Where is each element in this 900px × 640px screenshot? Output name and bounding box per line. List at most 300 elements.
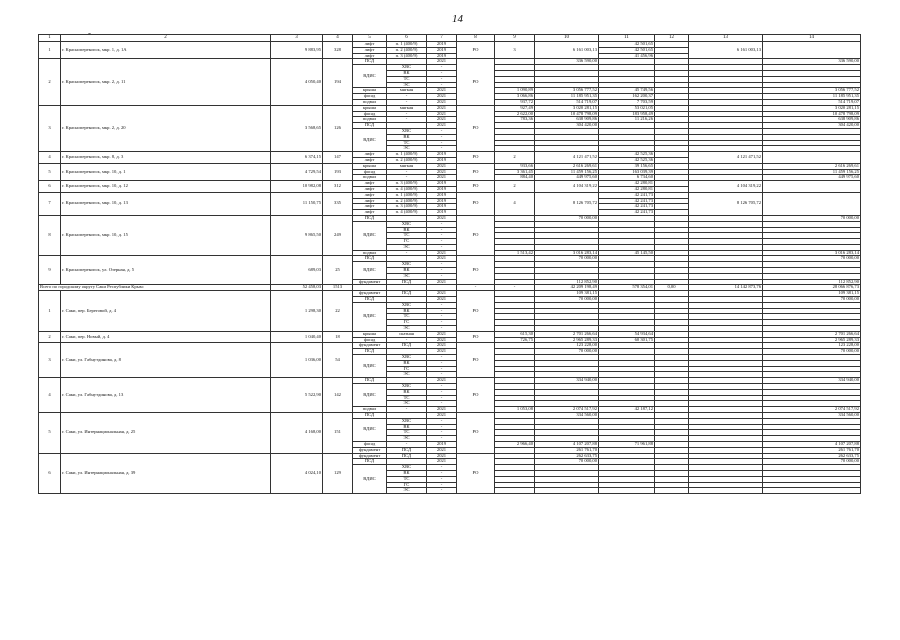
- year-cell: -: [427, 424, 457, 430]
- quantity-cell: 3: [495, 42, 535, 59]
- quantity-cell: [495, 488, 535, 494]
- year-cell: -: [427, 488, 457, 494]
- column-header: 1: [39, 35, 61, 42]
- unit-cost-cell: 42 241,73: [599, 204, 655, 210]
- work-detail-cell: ТС: [387, 476, 427, 482]
- residents-cell: 194: [323, 59, 353, 105]
- year-cell: 2021: [427, 175, 457, 181]
- year-cell: 2021: [427, 59, 457, 65]
- year-cell: -: [427, 262, 457, 268]
- column-header: 6: [387, 35, 427, 42]
- finance-cell: РО: [457, 291, 495, 332]
- year-cell: -: [427, 82, 457, 88]
- other-cell: 3 016 283,14: [763, 250, 861, 256]
- year-cell: 2021: [427, 297, 457, 303]
- year-cell: 2021: [427, 413, 457, 419]
- other-cell: 514 719,07: [763, 99, 861, 105]
- year-cell: 2019: [427, 198, 457, 204]
- work-type-cell: ВДИС: [353, 384, 387, 407]
- work-detail-cell: ХВС: [387, 302, 427, 308]
- other-cell: 123 228,00: [763, 343, 861, 349]
- area-cell: 6 374,15: [271, 152, 323, 164]
- other-cell: 449 975,60: [763, 175, 861, 181]
- year-cell: 2021: [427, 99, 457, 105]
- year-cell: -: [427, 360, 457, 366]
- work-type-cell: лифт: [353, 47, 387, 53]
- quantity-cell: 1 090,89: [495, 88, 535, 94]
- work-detail-cell: ВК: [387, 134, 427, 140]
- quantity-cell: 783,36: [495, 117, 535, 123]
- year-cell: -: [427, 134, 457, 140]
- quantity-cell: 937,72: [495, 99, 535, 105]
- cost-cell: 449 975,60: [535, 175, 599, 181]
- year-cell: 2021: [427, 117, 457, 123]
- cost-cell: 3 016 283,14: [535, 250, 599, 256]
- row-number: 9: [39, 256, 61, 285]
- cost-cell: 70 000,00: [535, 256, 599, 262]
- area-cell: 11 150,75: [271, 192, 323, 215]
- year-cell: 2021: [427, 291, 457, 297]
- work-detail-cell: п. 3 (400/9): [387, 53, 427, 59]
- quantity-cell: 884,40: [495, 175, 535, 181]
- work-type-cell: фасад: [353, 441, 387, 447]
- stray-mark: -: [88, 28, 91, 38]
- address-cell: г. Саки, пер. Новый, д. 4: [61, 331, 271, 343]
- other-cell: 304 420,00: [763, 123, 861, 129]
- quantity-cell: 4: [495, 192, 535, 215]
- unit-cost-cell: 42 525,36: [599, 152, 655, 158]
- finance-cell: РО: [457, 181, 495, 193]
- year-cell: 2021: [427, 447, 457, 453]
- work-type-cell: лифт: [353, 204, 387, 210]
- work-type-cell: фасад: [353, 111, 387, 117]
- year-cell: -: [427, 146, 457, 152]
- cost-cell: 3 020 281,15: [535, 105, 599, 111]
- row-number: 6: [39, 453, 61, 494]
- address-cell: г. Красноперекопск, мкр. 8, д. 3: [61, 152, 271, 164]
- quantity-cell: 927,49: [495, 105, 535, 111]
- cost-cell: 123 228,00: [535, 343, 599, 349]
- quantity-cell: 3 361,45: [495, 169, 535, 175]
- work-detail-cell: -: [387, 117, 427, 123]
- year-cell: -: [427, 476, 457, 482]
- area-cell: 4 729,54: [271, 163, 323, 180]
- work-type-cell: фундамент: [353, 279, 387, 285]
- work-detail-cell: ТС: [387, 395, 427, 401]
- unit-cost-cell: 42 241,73: [599, 210, 655, 216]
- unit-cost-cell: 42 187,12: [599, 407, 655, 413]
- unit-cost-cell: 41 456,96: [599, 53, 655, 59]
- other-cell: 70 000,00: [763, 215, 861, 221]
- cost-cell: 638 909,86: [535, 117, 599, 123]
- other-cell: 11 185 951,35: [763, 94, 861, 100]
- unit-cost-cell: 162 200,37: [599, 94, 655, 100]
- work-detail-cell: п. 2 (400/9): [387, 47, 427, 53]
- other-cell: 336 590,00: [763, 59, 861, 65]
- area-cell: 1 298,30: [271, 291, 323, 332]
- work-type-cell: ВДИС: [353, 128, 387, 151]
- work-detail-cell: ВК: [387, 470, 427, 476]
- cost-cell: 70 000,00: [535, 215, 599, 221]
- cost-cell: 10 478 798,09: [535, 111, 599, 117]
- unit-cost-cell: 7 703,59: [599, 99, 655, 105]
- address-cell: г. Красноперекопск, мкр. 10, д. 12: [61, 181, 271, 193]
- work-type-cell: фасад: [353, 169, 387, 175]
- work-type-cell: подвал: [353, 99, 387, 105]
- finance-cell: РО: [457, 453, 495, 494]
- year-cell: 2019: [427, 157, 457, 163]
- work-detail-cell: ЭС: [387, 273, 427, 279]
- residents-cell: 335: [323, 192, 353, 215]
- work-detail-cell: ЭС: [387, 146, 427, 152]
- quantity-cell: 3 066,86: [495, 94, 535, 100]
- finance-cell: РО: [457, 105, 495, 151]
- fund-cell: 4 104 319,22: [689, 181, 763, 193]
- cost-cell: [535, 488, 599, 494]
- work-type-cell: ВДИС: [353, 418, 387, 441]
- other-cell: 3 020 281,15: [763, 105, 861, 111]
- work-type-cell: ВДИС: [353, 65, 387, 88]
- work-type-cell: лифт: [353, 210, 387, 216]
- work-type-cell: ПСД: [353, 297, 387, 303]
- residents-cell: 25: [323, 256, 353, 285]
- unit-cost-cell: 71 961,88: [599, 441, 655, 447]
- work-detail-cell: мягкая: [387, 88, 427, 94]
- quantity-cell: 1 513,42: [495, 250, 535, 256]
- work-type-cell: фасад: [353, 337, 387, 343]
- other-cell: [763, 181, 861, 193]
- year-cell: -: [427, 70, 457, 76]
- work-type-cell: лифт: [353, 53, 387, 59]
- residents-cell: 328: [323, 42, 353, 59]
- cost-cell: 109 381,15: [535, 291, 599, 297]
- work-detail-cell: ВК: [387, 70, 427, 76]
- cost-cell: 11 459 156,25: [535, 169, 599, 175]
- total-fund: 14 142 873,76: [689, 285, 763, 291]
- work-detail-cell: ТС: [387, 76, 427, 82]
- area-cell: 9 883,95: [271, 42, 323, 59]
- cost-cell: 514 719,07: [535, 99, 599, 105]
- year-cell: 2019: [427, 441, 457, 447]
- work-detail-cell: ПСД: [387, 447, 427, 453]
- cost-cell: 11 185 951,35: [535, 94, 599, 100]
- finance-cell: РО: [457, 343, 495, 378]
- finance-cell: РО: [457, 42, 495, 59]
- residents-cell: 151: [323, 413, 353, 454]
- work-detail-cell: ЭС: [387, 488, 427, 494]
- year-cell: 2021: [427, 459, 457, 465]
- work-detail-cell: ТС: [387, 233, 427, 239]
- address-cell: г. Саки, ул. Габнутдинова, д. 13: [61, 378, 271, 413]
- year-cell: 2019: [427, 186, 457, 192]
- quantity-cell: 1 053,08: [495, 407, 535, 413]
- work-detail-cell: ЭС: [387, 326, 427, 332]
- row-number: 2: [39, 59, 61, 105]
- residents-cell: 147: [323, 152, 353, 164]
- table-body: [39, 42, 861, 494]
- total-cell: -: [457, 285, 495, 291]
- work-detail-cell: мягкая: [387, 105, 427, 111]
- work-detail-cell: -: [387, 175, 427, 181]
- work-detail-cell: ПСД: [387, 453, 427, 459]
- work-type-cell: лифт: [353, 157, 387, 163]
- cost-cell: 4 104 319,22: [535, 181, 599, 193]
- unit-cost-cell: 39 156,65: [599, 163, 655, 169]
- other-cell: 638 909,86: [763, 117, 861, 123]
- year-cell: 2021: [427, 349, 457, 355]
- fund-cell: 8 126 705,72: [689, 192, 763, 215]
- work-detail-cell: мягкая: [387, 163, 427, 169]
- other-cell: 11 459 156,25: [763, 169, 861, 175]
- cost-cell: 2 701 266,64: [535, 331, 599, 337]
- work-type-cell: фундамент: [353, 343, 387, 349]
- work-detail-cell: ГС: [387, 482, 427, 488]
- work-detail-cell: ВК: [387, 308, 427, 314]
- work-detail-cell: ВК: [387, 360, 427, 366]
- finance-cell: РО: [457, 331, 495, 343]
- other-cell: 261 761,70: [763, 447, 861, 453]
- unit-cost-cell: 42 241,73: [599, 192, 655, 198]
- cost-cell: 8 126 705,72: [535, 192, 599, 215]
- work-detail-cell: ТС: [387, 430, 427, 436]
- other-cell: 334 940,00: [763, 378, 861, 384]
- address-cell: г. Саки, ул. Интернациональная, д. 39: [61, 453, 271, 494]
- work-type-cell: ВДИС: [353, 302, 387, 331]
- work-type-cell: подвал: [353, 117, 387, 123]
- year-cell: -: [427, 221, 457, 227]
- work-detail-cell: ХВС: [387, 262, 427, 268]
- unit-cost-cell: 42 280,81: [599, 186, 655, 192]
- year-cell: 2021: [427, 169, 457, 175]
- work-detail-cell: ГС: [387, 239, 427, 245]
- other-cell: 70 000,00: [763, 349, 861, 355]
- year-cell: 2021: [427, 94, 457, 100]
- work-type-cell: ВДИС: [353, 355, 387, 378]
- other-cell: [763, 42, 861, 59]
- finance-cell: РО: [457, 163, 495, 180]
- work-detail-cell: п. 3 (400/9): [387, 204, 427, 210]
- residents-cell: 18: [323, 331, 353, 343]
- year-cell: 2021: [427, 337, 457, 343]
- year-cell: 2021: [427, 105, 457, 111]
- year-cell: -: [427, 233, 457, 239]
- work-type-cell: подвал: [353, 250, 387, 256]
- year-cell: -: [427, 395, 457, 401]
- work-detail-cell: ХВС: [387, 418, 427, 424]
- year-cell: -: [427, 314, 457, 320]
- year-cell: -: [427, 239, 457, 245]
- work-detail-cell: -: [387, 169, 427, 175]
- finance-cell: РО: [457, 413, 495, 454]
- cost-cell: 2 616 269,61: [535, 163, 599, 169]
- year-cell: 2019: [427, 152, 457, 158]
- work-type-cell: крыша: [353, 88, 387, 94]
- total-other: 28 066 876,73: [763, 285, 861, 291]
- unit-cost-cell: 183 958,49: [599, 111, 655, 117]
- work-type-cell: фасад: [353, 94, 387, 100]
- work-detail-cell: ХВС: [387, 221, 427, 227]
- work-detail-cell: ХВС: [387, 384, 427, 390]
- work-type-cell: ПСД: [353, 215, 387, 221]
- year-cell: -: [427, 470, 457, 476]
- quantity-cell: 2 622,00: [495, 111, 535, 117]
- column-header: 13: [689, 35, 763, 42]
- row-number: 1: [39, 42, 61, 59]
- year-cell: 2021: [427, 378, 457, 384]
- row-number: 6: [39, 181, 61, 193]
- work-type-cell: лифт: [353, 42, 387, 48]
- year-cell: -: [427, 430, 457, 436]
- year-cell: -: [427, 401, 457, 407]
- work-detail-cell: -: [387, 250, 427, 256]
- row-number: 3: [39, 105, 61, 151]
- total-cost: 42 209 198,49: [535, 285, 599, 291]
- column-header: 8: [457, 35, 495, 42]
- address-cell: г. Саки, пер. Береговой, д. 4: [61, 291, 271, 332]
- address-cell: г. Красноперекопск, ул. Озерная, д. 5: [61, 256, 271, 285]
- total-cell: 0,00: [655, 285, 689, 291]
- year-cell: -: [427, 384, 457, 390]
- quantity-cell: 726,75: [495, 337, 535, 343]
- work-type-cell: лифт: [353, 198, 387, 204]
- cost-cell: 261 761,70: [535, 447, 599, 453]
- year-cell: 2021: [427, 343, 457, 349]
- area-cell: 3 568,65: [271, 105, 323, 151]
- work-detail-cell: ГС: [387, 366, 427, 372]
- work-type-cell: лифт: [353, 186, 387, 192]
- area-cell: 9 865,50: [271, 215, 323, 256]
- year-cell: -: [427, 482, 457, 488]
- year-cell: 2021: [427, 453, 457, 459]
- work-type-cell: фундамент: [353, 291, 387, 297]
- work-type-cell: фундамент: [353, 447, 387, 453]
- row-number: 2: [39, 331, 61, 343]
- year-cell: -: [427, 418, 457, 424]
- year-cell: -: [427, 355, 457, 361]
- work-type-cell: подвал: [353, 175, 387, 181]
- total-unit: 578 354,01: [599, 285, 655, 291]
- unit-cost-cell: 45 749,56: [599, 88, 655, 94]
- residents-cell: 126: [323, 105, 353, 151]
- row-number: 1: [39, 291, 61, 332]
- row-number: 8: [39, 215, 61, 256]
- column-header: 9: [495, 35, 535, 42]
- other-cell: 2 074 517,92: [763, 407, 861, 413]
- cost-cell: 336 590,00: [535, 59, 599, 65]
- unit-cost-cell: 42 525,36: [599, 157, 655, 163]
- area-cell: 4 168,00: [271, 413, 323, 454]
- work-type-cell: ПСД: [353, 59, 387, 65]
- work-detail-cell: -: [387, 111, 427, 117]
- row-number: 4: [39, 378, 61, 413]
- unit-cost-cell: 53 021,05: [599, 105, 655, 111]
- work-type-cell: ПСД: [353, 413, 387, 419]
- quantity-cell: 2: [495, 181, 535, 193]
- work-type-cell: крыша: [353, 331, 387, 337]
- other-cell: 70 000,00: [763, 297, 861, 303]
- column-header: 7: [427, 35, 457, 42]
- residents-cell: 54: [323, 343, 353, 378]
- year-cell: 2019: [427, 47, 457, 53]
- work-detail-cell: ВК: [387, 227, 427, 233]
- total-cell: -: [495, 285, 535, 291]
- year-cell: -: [427, 366, 457, 372]
- work-detail-cell: п. 4 (400/9): [387, 210, 427, 216]
- unit-cost-cell: 42 501,65: [599, 42, 655, 48]
- work-detail-cell: ХВС: [387, 355, 427, 361]
- other-cell: 262 633,75: [763, 453, 861, 459]
- other-cell: 112 852,90: [763, 279, 861, 285]
- year-cell: 2021: [427, 331, 457, 337]
- unit-cost-cell: 42 501,65: [599, 47, 655, 53]
- other-cell: 2 965 289,33: [763, 337, 861, 343]
- work-detail-cell: ВК: [387, 389, 427, 395]
- other-cell: 70 000,00: [763, 256, 861, 262]
- total-area: 52 458,03: [271, 285, 323, 291]
- year-cell: -: [427, 389, 457, 395]
- work-detail-cell: п. 1 (400/9): [387, 192, 427, 198]
- work-type-cell: лифт: [353, 152, 387, 158]
- other-cell: [763, 192, 861, 215]
- year-cell: 2019: [427, 210, 457, 216]
- address-cell: г. Красноперекопск, мкр. 2, д. 11: [61, 59, 271, 105]
- year-cell: -: [427, 436, 457, 442]
- column-header: 10: [535, 35, 599, 42]
- total-label: Всего по городскому округу Саки Республики Крым:: [39, 285, 271, 291]
- unit-cost-cell: 42 241,73: [599, 198, 655, 204]
- work-detail-cell: ЭС: [387, 244, 427, 250]
- unit-cost-cell: 42 280,81: [599, 181, 655, 187]
- year-cell: -: [427, 326, 457, 332]
- year-cell: -: [427, 320, 457, 326]
- cost-cell: 70 000,00: [535, 297, 599, 303]
- finance-cell: РО: [457, 192, 495, 215]
- column-header: 5: [353, 35, 387, 42]
- year-cell: -: [427, 244, 457, 250]
- work-type-cell: фундамент: [353, 453, 387, 459]
- cost-cell: 3 056 777,52: [535, 88, 599, 94]
- work-detail-cell: п. 1 (400/9): [387, 152, 427, 158]
- work-detail-cell: ЭС: [387, 372, 427, 378]
- work-detail-cell: ПСД: [387, 279, 427, 285]
- year-cell: 2021: [427, 279, 457, 285]
- other-cell: 70 000,00: [763, 459, 861, 465]
- unit-cost-cell: 54 934,64: [599, 331, 655, 337]
- quantity-cell: 2 966,40: [495, 441, 535, 447]
- year-cell: 2019: [427, 192, 457, 198]
- address-cell: г. Саки, ул. Интернациональная, д. 25: [61, 413, 271, 454]
- work-type-cell: крыша: [353, 163, 387, 169]
- year-cell: -: [427, 227, 457, 233]
- work-detail-cell: ПСД: [387, 343, 427, 349]
- page-number: 14: [452, 13, 463, 25]
- year-cell: 2019: [427, 42, 457, 48]
- finance-cell: РО: [457, 256, 495, 285]
- year-cell: -: [427, 140, 457, 146]
- year-cell: -: [427, 268, 457, 274]
- year-cell: 2021: [427, 88, 457, 94]
- total-residents: 1513: [323, 285, 353, 291]
- year-cell: -: [427, 76, 457, 82]
- address-cell: г. Саки, ул. Габнутдинова, д. 8: [61, 343, 271, 378]
- column-header: 11: [599, 35, 655, 42]
- work-detail-cell: п. 2 (400/9): [387, 157, 427, 163]
- work-detail-cell: ЭС: [387, 401, 427, 407]
- year-cell: -: [427, 465, 457, 471]
- work-type-cell: крыша: [353, 105, 387, 111]
- address-cell: г. Красноперекопск, мкр. 2, д. 20: [61, 105, 271, 151]
- area-cell: 4 050,40: [271, 59, 323, 105]
